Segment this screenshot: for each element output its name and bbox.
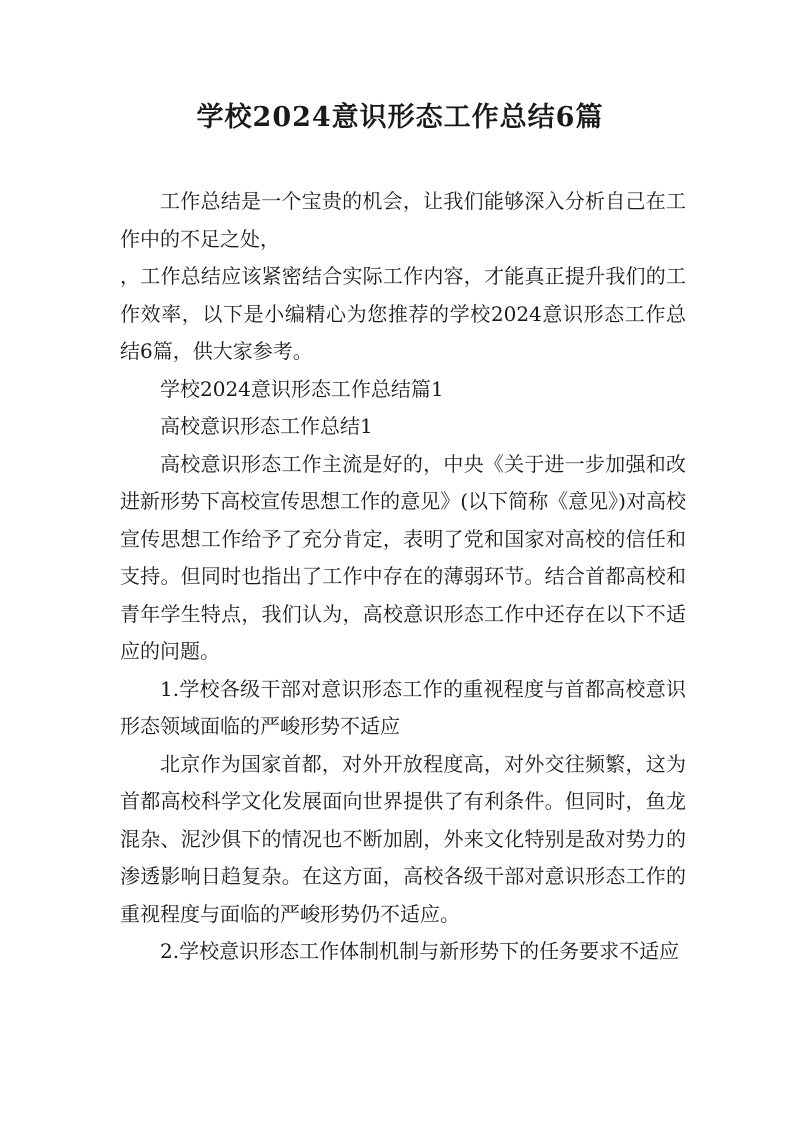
intro-paragraph-2: ，工作总结应该紧密结合实际工作内容，才能真正提升我们的工作效率，以下是小编精心为您推荐的学校2024意识形态工作总结6篇，供大家参考。	[120, 264, 686, 363]
intro-paragraph-1: 工作总结是一个宝贵的机会，让我们能够深入分析自己在工作中的不足之处，	[120, 189, 686, 251]
body-paragraph: 北京作为国家首都，对外开放程度高，对外交往频繁，这为首都高校科学文化发展面向世界提供了有利条件。但同时，鱼龙混杂、泥沙俱下的情况也不断加剧，外来文化特别是敌对势力的渗透影响日趋复杂。在这方面，高校各级干部对意识形态工作的重视程度与面临的严峻形势仍不适应。	[120, 751, 686, 926]
body-paragraph: 高校意识形态工作主流是好的，中央《关于进一步加强和改进新形势下高校宣传思想工作的意见》(以下简称《意见》)对高校宣传思想工作给予了充分肯定，表明了党和国家对高校的信任和支持。但同时也指出了工作中存在的薄弱环节。结合首都高校和青年学生特点，我们认为，高校意识形态工作中还存在以下不适应的问题。	[120, 451, 686, 663]
numbered-point-2: 2.学校意识形态工作体制机制与新形势下的任务要求不适应	[160, 939, 680, 963]
numbered-point-1: 1.学校各级干部对意识形态工作的重视程度与首都高校意识形态领域面临的严峻形势不适应	[120, 676, 686, 738]
document-body	[120, 183, 686, 971]
section-heading: 学校2024意识形态工作总结篇1	[160, 376, 444, 401]
document-title: 学校2024意识形态工作总结6篇	[196, 102, 604, 133]
subsection-heading: 高校意识形态工作总结1	[160, 414, 373, 438]
